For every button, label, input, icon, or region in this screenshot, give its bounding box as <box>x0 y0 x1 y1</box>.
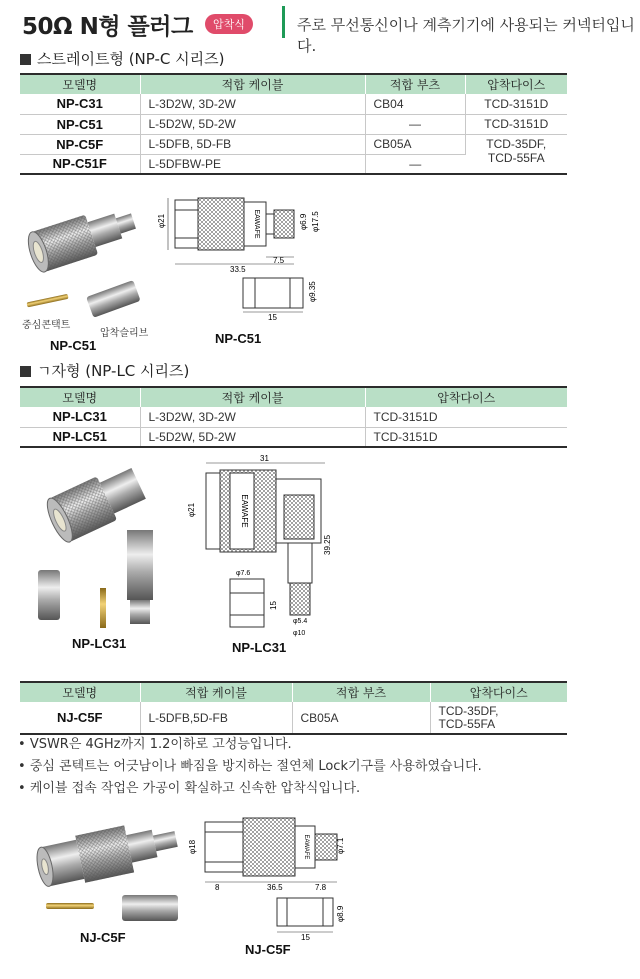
dim-label: φ17.5 <box>311 211 320 232</box>
dim-label: 33.5 <box>230 265 246 274</box>
dim-label: 15 <box>268 313 277 322</box>
note-item: • VSWR은 4GHz까지 1.2이하로 고성능입니다. <box>18 734 482 756</box>
col-header-model: 모델명 <box>20 387 140 407</box>
col-header-die: 압착다이스 <box>430 682 567 702</box>
cable-cell: L-3D2W, 3D-2W <box>140 94 365 114</box>
dim-label: φ21 <box>157 213 166 228</box>
nj-c5f-photo <box>30 815 190 935</box>
accent-divider <box>282 6 285 38</box>
cable-cell: L-3D2W, 3D-2W <box>140 407 365 427</box>
dim-label: 8 <box>215 883 220 892</box>
section-title-text: 스트레이트형 (NP-C 시리즈) <box>37 50 225 68</box>
square-bullet-icon <box>20 366 31 377</box>
spec-table-straight <box>20 73 567 175</box>
crimp-type-badge: 압착식 <box>205 14 253 34</box>
col-header-die: 압착다이스 <box>365 387 567 407</box>
spec-table-jack <box>20 681 567 735</box>
model-cell: NP-C5F <box>20 134 140 154</box>
dim-label: φ18 <box>188 839 197 854</box>
boot-cell: CB05A <box>365 134 465 154</box>
model-cell: NP-LC31 <box>20 407 140 427</box>
die-cell: TCD-3151D <box>365 427 567 447</box>
dim-label: 39.25 <box>323 534 332 555</box>
dim-label: 7.8 <box>315 883 327 892</box>
np-lc31-photo <box>30 470 180 640</box>
dim-label: 31 <box>260 454 269 463</box>
model-cell: NP-C51F <box>20 154 140 174</box>
page-header <box>0 0 640 55</box>
brand-mark: EAWAFE <box>303 834 309 860</box>
die-cell: TCD-3151D <box>465 114 567 134</box>
col-header-boot: 적합 부츠 <box>292 682 430 702</box>
model-cell: NJ-C5F <box>20 702 140 734</box>
die-cell <box>465 134 567 174</box>
boot-cell: — <box>365 114 465 134</box>
contact-caption: 중심콘택트 <box>22 320 71 331</box>
photo-model-caption: NP-C51 <box>50 338 97 353</box>
dim-label: φ5.4 <box>293 618 308 625</box>
col-header-model: 모델명 <box>20 74 140 94</box>
drawing-model-caption: NP-LC31 <box>232 640 287 655</box>
dim-label: φ21 <box>187 502 196 517</box>
die-line: TCD-55FA <box>487 150 545 165</box>
model-cell: NP-C31 <box>20 94 140 114</box>
model-cell: NP-LC51 <box>20 427 140 447</box>
dim-label: 7.5 <box>273 256 285 265</box>
feature-notes <box>18 734 482 800</box>
sleeve-caption: 압착슬리브 <box>100 328 149 339</box>
die-cell: TCD-3151D <box>465 94 567 114</box>
table-header-row <box>20 387 567 407</box>
np-lc31-drawing <box>180 455 350 647</box>
cable-cell: L-5DFB, 5D-FB <box>140 134 365 154</box>
boot-cell: CB05A <box>292 702 430 734</box>
boot-cell: — <box>365 154 465 174</box>
col-header-die: 압착다이스 <box>465 74 567 94</box>
table-row <box>20 427 567 447</box>
col-header-boot: 적합 부츠 <box>365 74 465 94</box>
col-header-cable: 적합 케이블 <box>140 682 292 702</box>
photo-model-caption: NP-LC31 <box>72 636 127 651</box>
table-row <box>20 134 567 154</box>
note-item: • 중심 콘텍트는 어긋남이나 빠짐을 방지하는 절연체 Lock기구를 사용하였습니다. <box>18 756 482 778</box>
np-c51-drawing <box>157 192 330 327</box>
drawing-model-caption: NP-C51 <box>215 331 262 346</box>
die-line: TCD-55FA <box>438 716 496 731</box>
die-cell <box>430 702 567 734</box>
table-header-row <box>20 682 567 702</box>
brand-mark: EAWAFE <box>240 494 249 528</box>
col-header-cable: 적합 케이블 <box>140 74 365 94</box>
table-header-row <box>20 74 567 94</box>
cable-cell: L-5DFB,5D-FB <box>140 702 292 734</box>
page-subtitle: 주로 무선통신이나 계측기기에 사용되는 커넥터입니다. <box>297 16 635 55</box>
dim-label: 15 <box>269 601 278 610</box>
drawing-model-caption: NJ-C5F <box>245 942 291 957</box>
spec-table-angle <box>20 386 567 448</box>
table-row <box>20 94 567 114</box>
section-title-text: ㄱ자형 (NP-LC 시리즈) <box>37 362 190 380</box>
dim-label: φ8.9 <box>336 905 345 922</box>
die-cell: TCD-3151D <box>365 407 567 427</box>
note-item: • 케이블 접속 작업은 가공이 확실하고 신속한 압착식입니다. <box>18 778 482 800</box>
photo-model-caption: NJ-C5F <box>80 930 126 945</box>
dim-label: 15 <box>301 933 310 942</box>
table-row <box>20 702 567 734</box>
section-title-straight <box>20 48 224 69</box>
cable-cell: L-5DFBW-PE <box>140 154 365 174</box>
model-cell: NP-C51 <box>20 114 140 134</box>
col-header-model: 모델명 <box>20 682 140 702</box>
table-row <box>20 407 567 427</box>
square-bullet-icon <box>20 54 31 65</box>
dim-label: φ7.6 <box>236 570 251 577</box>
dim-label: φ10 <box>293 630 306 637</box>
dim-label: φ9.35 <box>308 281 317 302</box>
die-line: TCD-35DF, <box>438 703 499 718</box>
dim-label: 36.5 <box>267 883 283 892</box>
boot-cell: CB04 <box>365 94 465 114</box>
brand-mark: EAWAFE <box>253 209 260 239</box>
col-header-cable: 적합 케이블 <box>140 387 365 407</box>
die-line: TCD-35DF, <box>486 136 547 151</box>
nj-c5f-drawing <box>185 812 345 952</box>
table-row <box>20 114 567 134</box>
dim-label: φ6.9 <box>299 213 308 230</box>
cable-cell: L-5D2W, 5D-2W <box>140 427 365 447</box>
page-title: 50Ω N형 플러그 <box>22 14 193 40</box>
cable-cell: L-5D2W, 5D-2W <box>140 114 365 134</box>
dim-label: φ7.1 <box>336 837 345 854</box>
section-title-angle <box>20 360 189 381</box>
